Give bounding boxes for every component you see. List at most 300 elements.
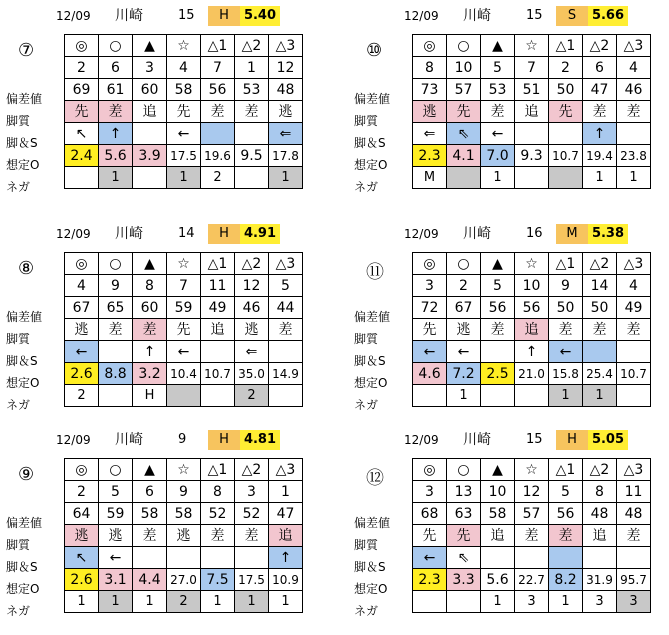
race-type-badge: S — [556, 6, 588, 26]
table-cell: 47 — [583, 79, 617, 101]
race-type-badge: H — [208, 6, 240, 26]
table-cell: ↖ — [65, 547, 99, 569]
table-cell: 11 — [617, 481, 651, 503]
race-date: 12/09 — [404, 9, 439, 23]
table-cell: 9.3 — [515, 145, 549, 167]
table-cell: 先 — [65, 101, 99, 123]
row-label: ネガ — [354, 180, 379, 194]
table-cell: 11 — [201, 275, 235, 297]
table-cell: 7.5 — [201, 569, 235, 591]
table-cell: ← — [99, 547, 133, 569]
table-cell — [133, 167, 167, 189]
table-cell — [201, 341, 235, 363]
race-venue: 川崎 — [463, 432, 491, 448]
race-number: ⑧ — [18, 258, 35, 279]
table-cell: 6 — [99, 57, 133, 79]
row-label: 想定O — [354, 582, 388, 596]
table-cell: 6 — [583, 57, 617, 79]
style-row — [413, 319, 651, 341]
row-label: 脚＆S — [354, 354, 386, 368]
table-cell: 1 — [235, 57, 269, 79]
race-number: ⑫ — [366, 468, 384, 489]
race-venue: 川崎 — [463, 8, 491, 24]
race-runner-count: 16 — [526, 226, 543, 241]
race-type-badge: H — [556, 430, 588, 450]
table-cell: 35.0 — [235, 363, 269, 385]
race-score-badge: 5.38 — [588, 224, 628, 244]
table-cell — [99, 385, 133, 407]
arrow-row — [413, 123, 651, 145]
table-cell: M — [413, 167, 447, 189]
table-cell: ○ — [99, 253, 133, 275]
table-cell: 7 — [167, 275, 201, 297]
table-cell: 1 — [167, 167, 201, 189]
table-cell: ← — [447, 341, 481, 363]
table-cell: △2 — [235, 253, 269, 275]
table-cell: 15.8 — [549, 363, 583, 385]
table-cell: 逃 — [413, 101, 447, 123]
race-panel — [348, 224, 669, 429]
table-cell — [515, 123, 549, 145]
race-header — [348, 6, 669, 26]
table-cell: ◎ — [65, 35, 99, 57]
table-cell: 2.3 — [413, 145, 447, 167]
table-cell: ▲ — [481, 35, 515, 57]
table-cell: ☆ — [167, 253, 201, 275]
race-panel — [0, 6, 330, 211]
table-cell: 5 — [99, 481, 133, 503]
row-labels — [354, 88, 390, 198]
table-cell: 先 — [413, 525, 447, 547]
table-cell: 12 — [515, 481, 549, 503]
race-venue: 川崎 — [115, 8, 143, 24]
table-cell — [201, 385, 235, 407]
table-cell: 60 — [133, 297, 167, 319]
table-cell: ◎ — [413, 253, 447, 275]
table-cell: 44 — [269, 297, 303, 319]
race-number: ⑦ — [18, 40, 35, 61]
table-cell: 2 — [235, 385, 269, 407]
table-cell: △2 — [235, 35, 269, 57]
table-cell: 10.7 — [617, 363, 651, 385]
table-cell: 25.4 — [583, 363, 617, 385]
row-labels — [354, 512, 390, 622]
table-cell: 1 — [99, 591, 133, 613]
table-cell — [515, 385, 549, 407]
race-table — [64, 252, 303, 407]
table-cell — [447, 167, 481, 189]
table-cell: 3 — [413, 481, 447, 503]
table-cell: 差 — [133, 525, 167, 547]
table-cell: ○ — [99, 35, 133, 57]
table-cell — [269, 385, 303, 407]
table-cell: 4 — [617, 57, 651, 79]
table-cell: 72 — [413, 297, 447, 319]
table-cell: 95.7 — [617, 569, 651, 591]
table-cell: △2 — [583, 35, 617, 57]
table-cell: 4.4 — [133, 569, 167, 591]
arrow-row — [413, 341, 651, 363]
table-cell — [549, 167, 583, 189]
table-cell: 2 — [201, 167, 235, 189]
table-cell: 60 — [133, 79, 167, 101]
table-cell: 先 — [413, 319, 447, 341]
table-cell: 1 — [481, 591, 515, 613]
table-cell: 1 — [201, 591, 235, 613]
row-labels — [6, 88, 42, 198]
table-cell: 追 — [133, 101, 167, 123]
table-cell: 4.1 — [447, 145, 481, 167]
row-label: 偏差値 — [354, 310, 391, 324]
nega-row — [65, 385, 303, 407]
table-cell: 22.7 — [515, 569, 549, 591]
table-cell: 12 — [235, 275, 269, 297]
race-header — [348, 224, 669, 244]
table-cell: 追 — [269, 525, 303, 547]
table-cell: 2 — [65, 481, 99, 503]
table-cell: 3.9 — [133, 145, 167, 167]
table-cell: ← — [549, 341, 583, 363]
race-score-badge: 5.66 — [588, 6, 628, 26]
mark-row — [65, 253, 303, 275]
table-cell: △1 — [201, 35, 235, 57]
table-cell: H — [133, 385, 167, 407]
row-label: ネガ — [354, 398, 379, 412]
number-row — [413, 57, 651, 79]
table-cell: 1 — [583, 167, 617, 189]
race-table — [64, 458, 303, 613]
table-cell: 4 — [617, 275, 651, 297]
table-cell: 7 — [201, 57, 235, 79]
number-row — [65, 275, 303, 297]
table-cell — [481, 547, 515, 569]
race-score-badge: 5.05 — [588, 430, 628, 450]
table-cell: 46 — [235, 297, 269, 319]
table-cell: 65 — [99, 297, 133, 319]
number-row — [65, 57, 303, 79]
race-date: 12/09 — [404, 227, 439, 241]
table-cell — [413, 385, 447, 407]
table-cell: △3 — [269, 459, 303, 481]
table-cell: 2.6 — [65, 569, 99, 591]
row-label: 脚質 — [354, 538, 379, 552]
race-date: 12/09 — [56, 227, 91, 241]
table-cell: 差 — [549, 319, 583, 341]
table-cell: △2 — [583, 459, 617, 481]
table-cell: 4 — [65, 275, 99, 297]
table-cell: △1 — [201, 253, 235, 275]
table-cell — [167, 385, 201, 407]
race-number: ⑪ — [366, 262, 384, 283]
table-cell: 3.3 — [447, 569, 481, 591]
style-row — [413, 101, 651, 123]
table-cell: ▲ — [133, 253, 167, 275]
table-cell: ▲ — [133, 459, 167, 481]
table-cell: △3 — [617, 253, 651, 275]
row-label: 脚質 — [6, 538, 31, 552]
race-runner-count: 9 — [178, 432, 187, 447]
table-cell: 10 — [447, 57, 481, 79]
nega-row — [65, 591, 303, 613]
table-cell: 17.8 — [269, 145, 303, 167]
table-cell: 追 — [583, 525, 617, 547]
table-cell: 2 — [167, 591, 201, 613]
nega-row — [413, 167, 651, 189]
table-cell: 逃 — [65, 319, 99, 341]
row-label: ネガ — [6, 180, 31, 194]
table-cell: 2.3 — [413, 569, 447, 591]
mark-row — [413, 253, 651, 275]
table-cell: 57 — [515, 503, 549, 525]
table-cell: 67 — [65, 297, 99, 319]
table-cell: 58 — [167, 79, 201, 101]
table-cell: 59 — [99, 503, 133, 525]
table-cell: 59 — [167, 297, 201, 319]
table-cell: 差 — [99, 101, 133, 123]
table-cell: △2 — [583, 253, 617, 275]
table-cell: 追 — [201, 319, 235, 341]
row-label: 想定O — [354, 158, 388, 172]
table-cell: 差 — [133, 319, 167, 341]
table-cell — [413, 591, 447, 613]
table-cell — [515, 167, 549, 189]
race-type-badge: H — [208, 430, 240, 450]
table-cell — [201, 123, 235, 145]
table-cell: ○ — [447, 35, 481, 57]
race-header — [0, 6, 330, 26]
table-cell: ↖ — [65, 123, 99, 145]
table-cell: 1 — [99, 167, 133, 189]
row-label: 偏差値 — [6, 310, 43, 324]
table-cell — [235, 123, 269, 145]
table-cell: ↑ — [99, 123, 133, 145]
table-cell: 3 — [583, 591, 617, 613]
table-cell: ☆ — [167, 35, 201, 57]
table-cell: 56 — [201, 79, 235, 101]
table-cell: 23.8 — [617, 145, 651, 167]
table-cell: ⇐ — [235, 341, 269, 363]
table-cell: 67 — [447, 297, 481, 319]
race-panel — [0, 430, 330, 635]
row-label: 偏差値 — [354, 516, 391, 530]
table-cell: ⇖ — [447, 547, 481, 569]
table-cell: ▲ — [481, 459, 515, 481]
hensachi-row — [65, 297, 303, 319]
table-cell: 3 — [413, 275, 447, 297]
table-cell: 5 — [481, 275, 515, 297]
table-cell: 5 — [269, 275, 303, 297]
race-date: 12/09 — [56, 9, 91, 23]
table-cell: 2 — [549, 57, 583, 79]
table-cell: 逃 — [65, 525, 99, 547]
table-cell: 53 — [235, 79, 269, 101]
odds-row — [413, 145, 651, 167]
table-cell: 50 — [549, 297, 583, 319]
table-cell: 1 — [481, 167, 515, 189]
table-cell: 追 — [481, 525, 515, 547]
table-cell: 1 — [549, 385, 583, 407]
arrow-row — [65, 123, 303, 145]
table-cell: 8 — [413, 57, 447, 79]
table-cell: 差 — [235, 525, 269, 547]
table-cell: 先 — [167, 101, 201, 123]
table-cell: 1 — [549, 591, 583, 613]
table-cell — [481, 341, 515, 363]
table-cell: 48 — [617, 503, 651, 525]
race-venue: 川崎 — [115, 432, 143, 448]
table-cell — [549, 123, 583, 145]
table-cell: ← — [167, 341, 201, 363]
table-cell: 差 — [481, 319, 515, 341]
odds-row — [65, 569, 303, 591]
row-label: 脚＆S — [6, 560, 38, 574]
table-cell: 1 — [447, 385, 481, 407]
table-cell: 1 — [269, 481, 303, 503]
table-cell: 7 — [515, 57, 549, 79]
table-cell: 7.0 — [481, 145, 515, 167]
row-label: 脚＆S — [354, 560, 386, 574]
row-labels — [354, 306, 390, 416]
race-score-badge: 4.91 — [240, 224, 280, 244]
table-cell: △3 — [617, 35, 651, 57]
nega-row — [413, 591, 651, 613]
table-cell: △3 — [269, 253, 303, 275]
table-cell: 64 — [65, 503, 99, 525]
table-cell — [583, 547, 617, 569]
row-label: 脚＆S — [6, 136, 38, 150]
table-cell: ↑ — [515, 341, 549, 363]
row-label: 脚質 — [354, 332, 379, 346]
table-cell: 4 — [167, 57, 201, 79]
table-cell: ↑ — [583, 123, 617, 145]
table-cell: ← — [481, 123, 515, 145]
table-cell: 27.0 — [167, 569, 201, 591]
table-cell: 3.2 — [133, 363, 167, 385]
mark-row — [413, 35, 651, 57]
race-score-badge: 4.81 — [240, 430, 280, 450]
row-label: 想定O — [354, 376, 388, 390]
style-row — [65, 101, 303, 123]
arrow-row — [413, 547, 651, 569]
table-cell: 1 — [235, 591, 269, 613]
race-score-badge: 5.40 — [240, 6, 280, 26]
table-cell: 4.6 — [413, 363, 447, 385]
row-label: 脚質 — [354, 114, 379, 128]
hensachi-row — [413, 297, 651, 319]
race-panel — [348, 430, 669, 635]
table-cell: 9.5 — [235, 145, 269, 167]
table-cell: ← — [167, 123, 201, 145]
table-cell: 10.7 — [201, 363, 235, 385]
table-cell: 9 — [167, 481, 201, 503]
table-cell — [133, 547, 167, 569]
table-cell: 1 — [65, 591, 99, 613]
table-cell: 5 — [481, 57, 515, 79]
table-cell: 10 — [515, 275, 549, 297]
row-label: 偏差値 — [354, 92, 391, 106]
table-cell: 1 — [269, 167, 303, 189]
table-cell: 58 — [481, 503, 515, 525]
table-cell: 差 — [617, 525, 651, 547]
table-cell — [99, 341, 133, 363]
race-table — [412, 458, 651, 613]
row-label: 偏差値 — [6, 516, 43, 530]
table-cell: 9 — [549, 275, 583, 297]
race-table — [412, 34, 651, 189]
race-runner-count: 14 — [178, 226, 195, 241]
table-cell: 53 — [481, 79, 515, 101]
odds-row — [413, 569, 651, 591]
table-cell: 10.9 — [269, 569, 303, 591]
table-cell — [167, 547, 201, 569]
table-cell: ← — [413, 547, 447, 569]
table-cell: ○ — [447, 253, 481, 275]
table-cell: △1 — [549, 253, 583, 275]
table-cell: ☆ — [515, 253, 549, 275]
table-cell: ▲ — [481, 253, 515, 275]
table-cell: 10.4 — [167, 363, 201, 385]
style-row — [65, 319, 303, 341]
table-cell: ○ — [99, 459, 133, 481]
table-cell: 50 — [583, 297, 617, 319]
race-table — [64, 34, 303, 189]
table-cell: 差 — [549, 525, 583, 547]
table-cell — [617, 341, 651, 363]
table-cell: 56 — [481, 297, 515, 319]
table-cell: 13 — [447, 481, 481, 503]
table-cell: 先 — [447, 525, 481, 547]
table-cell: 差 — [269, 319, 303, 341]
table-cell: 2 — [65, 385, 99, 407]
table-cell: 1 — [133, 591, 167, 613]
race-runner-count: 15 — [526, 432, 543, 447]
table-cell: 10.7 — [549, 145, 583, 167]
table-cell: ⇐ — [269, 123, 303, 145]
table-cell: 9 — [99, 275, 133, 297]
table-cell: 差 — [515, 525, 549, 547]
table-cell — [235, 547, 269, 569]
row-label: ネガ — [6, 604, 31, 618]
table-cell: △1 — [549, 459, 583, 481]
table-cell: 5.6 — [99, 145, 133, 167]
table-cell — [269, 341, 303, 363]
table-cell: △3 — [617, 459, 651, 481]
table-cell: △1 — [549, 35, 583, 57]
table-cell: 48 — [269, 79, 303, 101]
table-cell: 3.1 — [99, 569, 133, 591]
row-label: 想定O — [6, 376, 40, 390]
table-cell: △2 — [235, 459, 269, 481]
table-cell: 19.4 — [583, 145, 617, 167]
table-cell: 5.6 — [481, 569, 515, 591]
table-cell: 8 — [201, 481, 235, 503]
number-row — [413, 481, 651, 503]
table-cell: ◎ — [65, 253, 99, 275]
hensachi-row — [65, 503, 303, 525]
race-panel — [0, 224, 330, 429]
table-cell: 63 — [447, 503, 481, 525]
table-cell: △3 — [269, 35, 303, 57]
table-cell: 先 — [549, 101, 583, 123]
table-cell: 逃 — [99, 525, 133, 547]
row-labels — [6, 512, 42, 622]
odds-row — [65, 363, 303, 385]
table-cell: 14 — [583, 275, 617, 297]
table-cell: ← — [65, 341, 99, 363]
table-cell — [617, 547, 651, 569]
race-date: 12/09 — [56, 433, 91, 447]
number-row — [65, 481, 303, 503]
